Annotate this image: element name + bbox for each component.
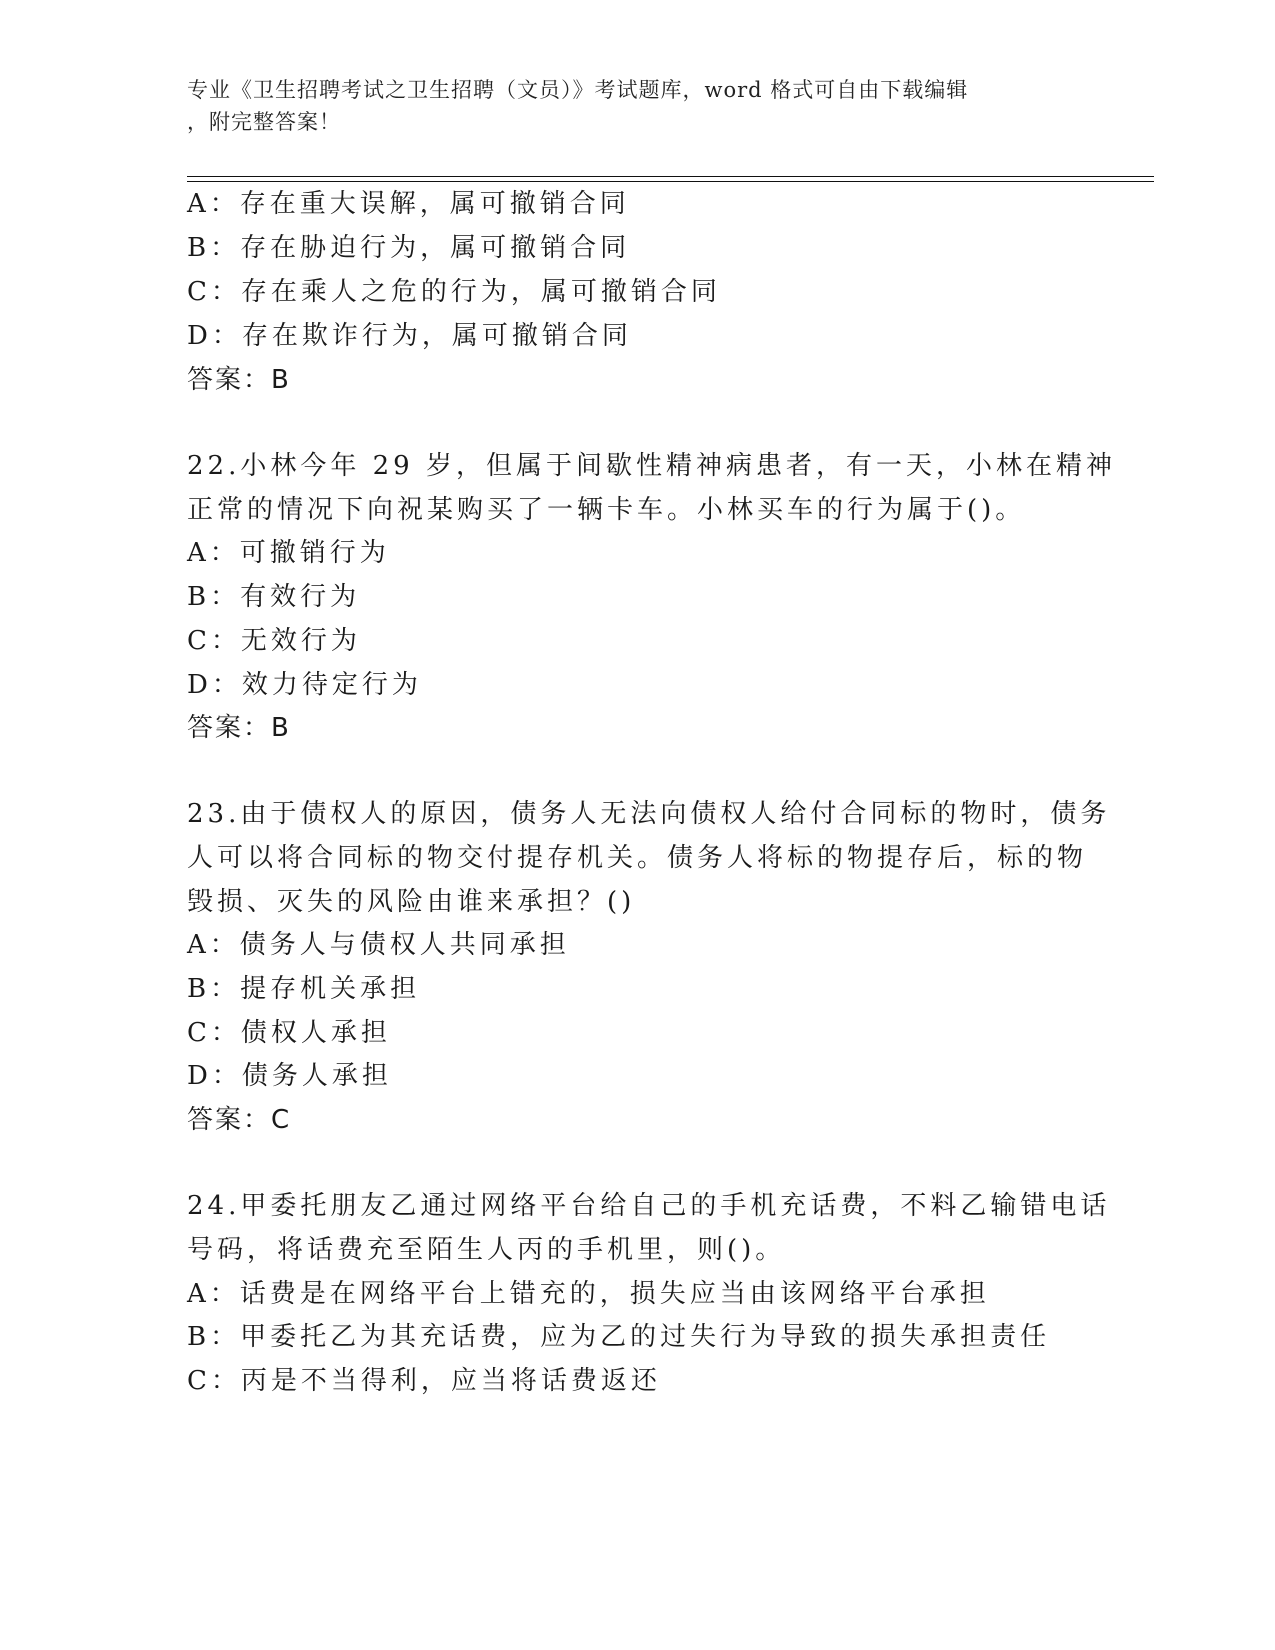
- q23-option-d: D：债务人承担: [187, 1061, 392, 1091]
- prev-answer: 答案：B: [187, 365, 291, 395]
- prev-option-a: A：存在重大误解，属可撤销合同: [187, 189, 630, 219]
- document-header: [187, 74, 1087, 138]
- q22-option-a: A：可撤销行为: [187, 538, 390, 568]
- prev-option-b: B：存在胁迫行为，属可撤销合同: [187, 233, 631, 263]
- q22-option-c: C：无效行为: [187, 626, 361, 656]
- prev-option-c: C：存在乘人之危的行为，属可撤销合同: [187, 277, 721, 307]
- header-line-2: ，附完整答案！: [187, 110, 341, 134]
- q23-stem-line-1: 23.由于债权人的原因，债务人无法向债权人给付合同标的物时，债务: [187, 799, 1111, 829]
- q24-stem-line-2: 号码，将话费充至陌生人丙的手机里，则()。: [187, 1235, 786, 1265]
- q22-stem-line-2: 正常的情况下向祝某购买了一辆卡车。小林买车的行为属于()。: [187, 495, 1026, 525]
- header-divider-top: [187, 176, 1154, 177]
- q23-option-a: A：债务人与债权人共同承担: [187, 930, 570, 960]
- header-divider-bottom: [187, 181, 1154, 182]
- q24-option-c: C：丙是不当得利，应当将话费返还: [187, 1366, 661, 1396]
- header-line-1: 专业《卫生招聘考试之卫生招聘（文员）》考试题库，word 格式可自由下载编辑: [187, 78, 969, 102]
- q22-option-d: D：效力待定行为: [187, 670, 422, 700]
- q22-option-b: B：有效行为: [187, 582, 361, 612]
- q23-option-b: B：提存机关承担: [187, 974, 421, 1004]
- q24-option-a: A：话费是在网络平台上错充的，损失应当由该网络平台承担: [187, 1279, 990, 1309]
- q24-option-b: B：甲委托乙为其充话费，应为乙的过失行为导致的损失承担责任: [187, 1322, 1051, 1352]
- q23-stem-line-3: 毁损、灭失的风险由谁来承担？(): [187, 887, 636, 917]
- q22-answer: 答案：B: [187, 713, 291, 743]
- q23-option-c: C：债权人承担: [187, 1018, 391, 1048]
- q23-stem-line-2: 人可以将合同标的物交付提存机关。债务人将标的物提存后，标的物: [187, 843, 1088, 873]
- q24-stem-line-1: 24.甲委托朋友乙通过网络平台给自己的手机充话费，不料乙输错电话: [187, 1191, 1111, 1221]
- prev-option-d: D：存在欺诈行为，属可撤销合同: [187, 321, 632, 351]
- q23-answer: 答案：C: [187, 1105, 292, 1135]
- q22-stem-line-1: 22.小林今年 29 岁，但属于间歇性精神病患者，有一天，小林在精神: [187, 451, 1116, 481]
